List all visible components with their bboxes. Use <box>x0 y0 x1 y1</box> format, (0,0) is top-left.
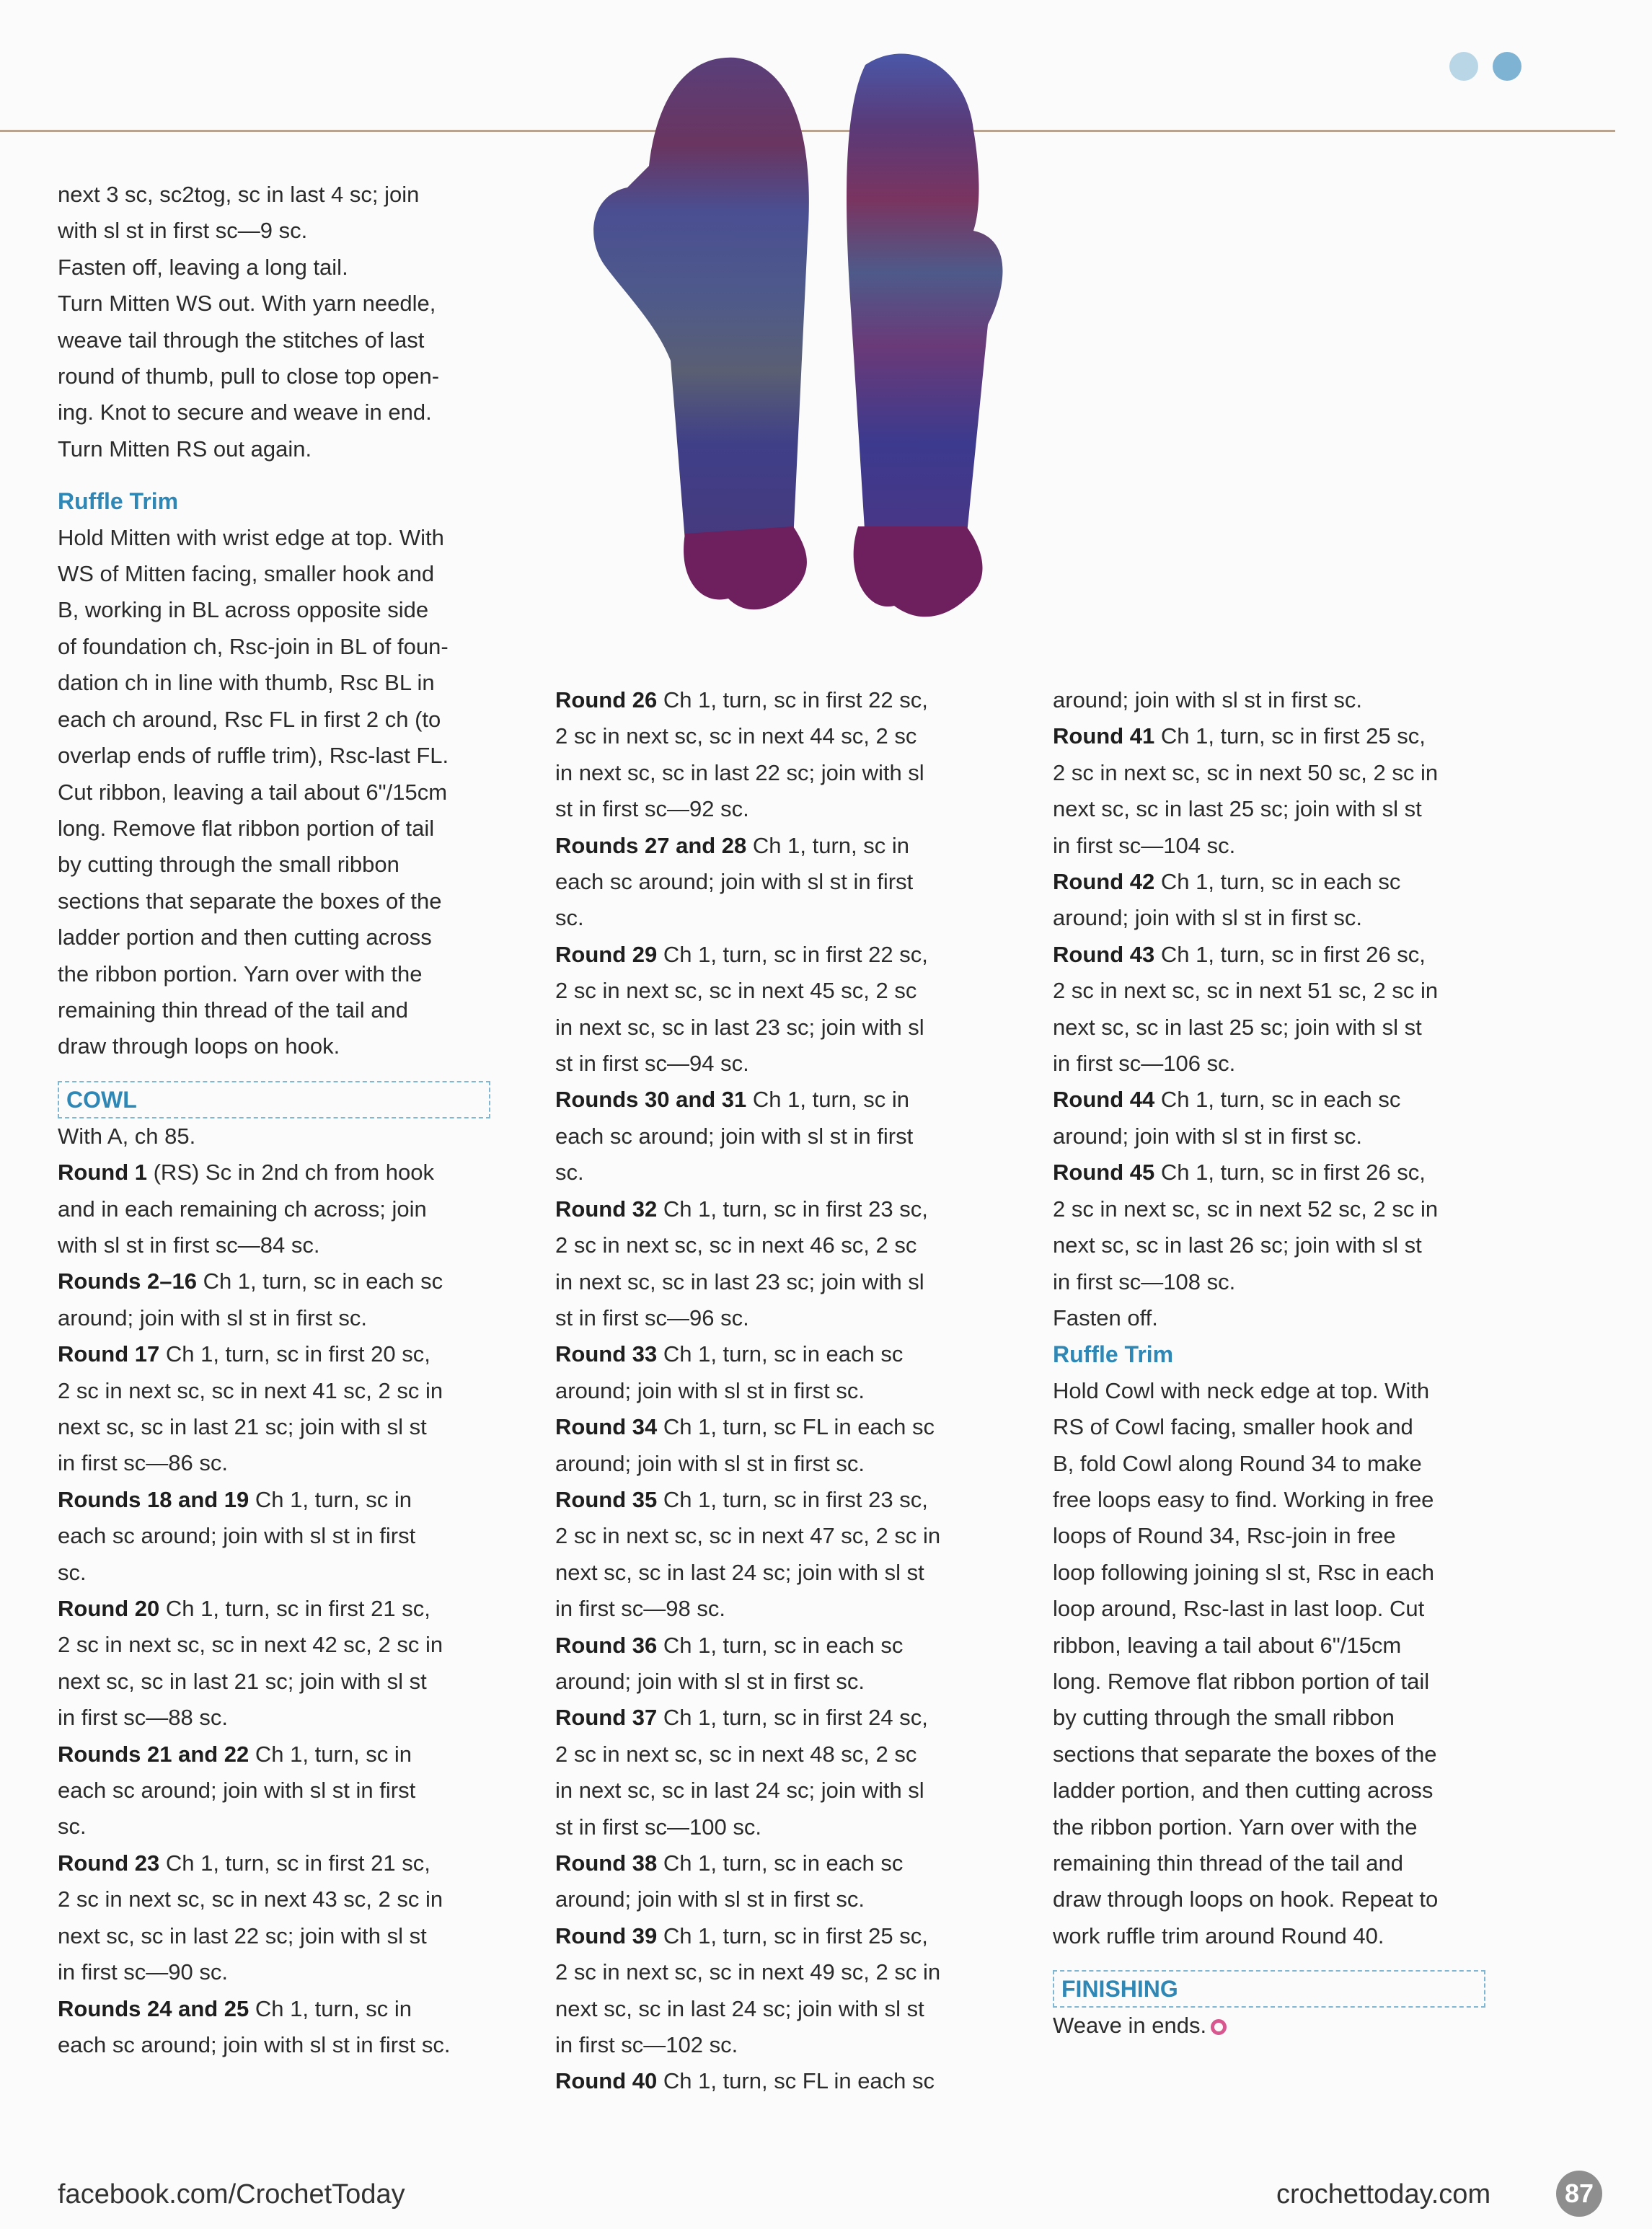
text-line: next sc, sc in last 21 sc; join with sl st <box>58 1414 427 1439</box>
dot-icon <box>1493 52 1521 81</box>
round-label: Rounds 27 and 28 <box>555 832 747 858</box>
text-line: overlap ends of ruffle trim), Rsc-last FL. <box>58 743 449 769</box>
text-line: next sc, sc in last 24 sc; join with sl st <box>555 1995 924 2021</box>
text-line: in first sc—104 sc. <box>1053 832 1236 858</box>
round-label: Round 17 <box>58 1341 160 1367</box>
text-line: remaining thin thread of the tail and <box>1053 1850 1403 1876</box>
text-line: 2 sc in next sc, sc in next 48 sc, 2 sc <box>555 1741 917 1767</box>
text-line: st in first sc—92 sc. <box>555 796 749 822</box>
round-line: Round 45 Ch 1, turn, sc in first 26 sc, <box>1053 1160 1426 1186</box>
text-line: each sc around; join with sl st in first sc. <box>58 2031 451 2057</box>
text-line: Cut ribbon, leaving a tail about 6"/15cm <box>58 779 448 805</box>
round-line: Round 36 Ch 1, turn, sc in each sc <box>555 1632 904 1658</box>
text-line: Hold Cowl with neck edge at top. With <box>1053 1377 1430 1403</box>
text-line: st in first sc—96 sc. <box>555 1305 749 1330</box>
header-dots <box>1449 52 1521 81</box>
text-line: around; join with sl st in first sc. <box>1053 905 1362 931</box>
round-line: Round 37 Ch 1, turn, sc in first 24 sc, <box>555 1705 928 1731</box>
round-line: Round 44 Ch 1, turn, sc in each sc <box>1053 1087 1401 1113</box>
text-line: in first sc—90 sc. <box>58 1959 228 1985</box>
round-label: Round 36 <box>555 1632 658 1658</box>
text-line: in next sc, sc in last 22 sc; join with sl <box>555 759 924 785</box>
text-line: B, fold Cowl along Round 34 to make <box>1053 1450 1422 1476</box>
text-line: 2 sc in next sc, sc in next 51 sc, 2 sc in <box>1053 978 1439 1004</box>
round-label: Round 34 <box>555 1414 658 1440</box>
text-line: next 3 sc, sc2tog, sc in last 4 sc; join <box>58 182 420 207</box>
text-line: with sl st in first sc—9 sc. <box>58 218 308 244</box>
page-number: 87 <box>1556 2171 1602 2217</box>
round-line: Round 33 Ch 1, turn, sc in each sc <box>555 1341 904 1367</box>
text-line: weave tail through the stitches of last <box>58 327 425 353</box>
text-line: 2 sc in next sc, sc in next 50 sc, 2 sc in <box>1053 759 1439 785</box>
text-line: in first sc—86 sc. <box>58 1450 228 1476</box>
text-line: WS of Mitten facing, smaller hook and <box>58 561 435 587</box>
footer-facebook: facebook.com/CrochetToday <box>58 2179 405 2210</box>
column-right <box>1053 682 1485 2044</box>
round-label: Round 23 <box>58 1850 160 1876</box>
text-line: next sc, sc in last 24 sc; join with sl st <box>555 1559 924 1585</box>
footer-website: crochettoday.com <box>1276 2179 1491 2210</box>
round-label: Round 43 <box>1053 941 1155 967</box>
round-line: Round 43 Ch 1, turn, sc in first 26 sc, <box>1053 941 1426 967</box>
text-line: remaining thin thread of the tail and <box>58 997 408 1023</box>
round-label: Rounds 21 and 22 <box>58 1741 249 1767</box>
text-line: loop following joining sl st, Rsc in each <box>1053 1559 1434 1585</box>
text-line: sc. <box>58 1814 87 1840</box>
round-label: Round 33 <box>555 1341 658 1367</box>
text-line: sections that separate the boxes of the <box>1053 1741 1437 1767</box>
text-line: 2 sc in next sc, sc in next 43 sc, 2 sc in <box>58 1886 443 1912</box>
text-line: st in first sc—100 sc. <box>555 1814 761 1840</box>
text-line: each sc around; join with sl st in first <box>555 869 914 895</box>
text-line: st in first sc—94 sc. <box>555 1051 749 1077</box>
text-line: in first sc—108 sc. <box>1053 1268 1236 1294</box>
text-line: sections that separate the boxes of the <box>58 888 442 914</box>
text-line: the ribbon portion. Yarn over with the <box>58 961 423 987</box>
round-line: Rounds 18 and 19 Ch 1, turn, sc in <box>58 1486 412 1512</box>
text-line: free loops easy to find. Working in free <box>1053 1486 1434 1512</box>
text-line: Hold Mitten with wrist edge at top. With <box>58 524 444 550</box>
text-line: next sc, sc in last 22 sc; join with sl st <box>58 1923 427 1948</box>
text-line: loops of Round 34, Rsc-join in free <box>1053 1523 1396 1549</box>
text-line: next sc, sc in last 25 sc; join with sl st <box>1053 1014 1422 1040</box>
text-line: and in each remaining ch across; join <box>58 1196 427 1222</box>
text-line: draw through loops on hook. Repeat to <box>1053 1886 1439 1912</box>
round-line: Round 38 Ch 1, turn, sc in each sc <box>555 1850 904 1876</box>
round-line: Round 20 Ch 1, turn, sc in first 21 sc, <box>58 1596 430 1622</box>
round-label: Round 35 <box>555 1486 658 1512</box>
text-line: long. Remove flat ribbon portion of tail <box>1053 1668 1430 1694</box>
round-line: Round 42 Ch 1, turn, sc in each sc <box>1053 869 1401 895</box>
round-label: Round 39 <box>555 1923 658 1948</box>
text-line: in next sc, sc in last 23 sc; join with sl <box>555 1268 924 1294</box>
text-line: in next sc, sc in last 23 sc; join with sl <box>555 1014 924 1040</box>
text-line: around; join with sl st in first sc. <box>555 1886 865 1912</box>
text-line: in first sc—106 sc. <box>1053 1051 1236 1077</box>
round-label: Round 41 <box>1053 723 1155 749</box>
text-line: 2 sc in next sc, sc in next 44 sc, 2 sc <box>555 723 917 749</box>
text-line: Turn Mitten WS out. With yarn needle, <box>58 291 436 317</box>
fasten-off: Fasten off. <box>1053 1305 1158 1330</box>
text-line: ladder portion and then cutting across <box>58 924 432 950</box>
text-line: 2 sc in next sc, sc in next 42 sc, 2 sc in <box>58 1632 443 1658</box>
round-label: Round 40 <box>555 2068 658 2094</box>
round-label: Round 38 <box>555 1850 658 1876</box>
text-line: around; join with sl st in first sc. <box>555 1668 865 1694</box>
round-line: Round 34 Ch 1, turn, sc FL in each sc <box>555 1414 935 1440</box>
text-line: B, working in BL across opposite side <box>58 597 429 623</box>
text-line: 2 sc in next sc, sc in next 41 sc, 2 sc in <box>58 1377 443 1403</box>
round-line: Rounds 30 and 31 Ch 1, turn, sc in <box>555 1087 910 1113</box>
text-line: in first sc—102 sc. <box>555 2032 738 2058</box>
column-left <box>58 177 490 2063</box>
round-line: Round 17 Ch 1, turn, sc in first 20 sc, <box>58 1341 430 1367</box>
text-line: in first sc—88 sc. <box>58 1705 228 1731</box>
text-line: each sc around; join with sl st in first <box>58 1523 416 1549</box>
text-line: each sc around; join with sl st in first <box>555 1123 914 1149</box>
text-line: ing. Knot to secure and weave in end. <box>58 400 432 425</box>
text-line: of foundation ch, Rsc-join in BL of foun- <box>58 633 449 659</box>
dot-icon <box>1449 52 1478 81</box>
round-label: Round 37 <box>555 1705 658 1731</box>
text-line: 2 sc in next sc, sc in next 46 sc, 2 sc <box>555 1232 917 1258</box>
text-line: work ruffle trim around Round 40. <box>1053 1923 1384 1948</box>
round-line: Round 26 Ch 1, turn, sc in first 22 sc, <box>555 687 928 712</box>
text-line: around; join with sl st in first sc. <box>58 1305 367 1330</box>
round-line: Rounds 27 and 28 Ch 1, turn, sc in <box>555 832 910 858</box>
cowl-heading: COWL <box>58 1081 490 1118</box>
text-line: round of thumb, pull to close top open- <box>58 363 440 389</box>
finishing-heading: FINISHING <box>1053 1970 1485 2008</box>
mittens-photo <box>577 22 1010 642</box>
column-middle <box>555 682 959 2100</box>
round-label: Round 29 <box>555 941 658 967</box>
text-line: next sc, sc in last 26 sc; join with sl st <box>1053 1232 1422 1258</box>
round-label: Rounds 18 and 19 <box>58 1486 249 1512</box>
round-label: Round 45 <box>1053 1160 1155 1186</box>
text-line: sc. <box>58 1559 87 1585</box>
text-line: each sc around; join with sl st in first <box>58 1778 416 1804</box>
ruffle-trim-heading: Ruffle Trim <box>58 488 179 515</box>
end-mark-icon <box>1211 2019 1227 2035</box>
round-line: Round 29 Ch 1, turn, sc in first 22 sc, <box>555 941 928 967</box>
round-line: Round 1 (RS) Sc in 2nd ch from hook <box>58 1160 434 1186</box>
text-line: 2 sc in next sc, sc in next 47 sc, 2 sc in <box>555 1523 941 1549</box>
round-label: Round 1 <box>58 1160 147 1186</box>
round-line: Round 35 Ch 1, turn, sc in first 23 sc, <box>555 1486 928 1512</box>
text-line: loop around, Rsc-last in last loop. Cut <box>1053 1596 1425 1622</box>
text-line: around; join with sl st in first sc. <box>1053 687 1362 712</box>
text-line: in first sc—98 sc. <box>555 1596 725 1622</box>
text-line: 2 sc in next sc, sc in next 52 sc, 2 sc in <box>1053 1196 1439 1222</box>
round-line: Round 39 Ch 1, turn, sc in first 25 sc, <box>555 1923 928 1948</box>
text-line: RS of Cowl facing, smaller hook and <box>1053 1414 1413 1440</box>
round-label: Rounds 2–16 <box>58 1268 197 1294</box>
round-label: Rounds 24 and 25 <box>58 1995 249 2021</box>
round-line: Rounds 2–16 Ch 1, turn, sc in each sc <box>58 1268 443 1294</box>
text-line: around; join with sl st in first sc. <box>555 1450 865 1476</box>
round-label: Round 20 <box>58 1596 160 1622</box>
text-line: sc. <box>555 905 584 931</box>
text-line: each ch around, Rsc FL in first 2 ch (to <box>58 706 441 732</box>
text-line: next sc, sc in last 21 sc; join with sl st <box>58 1668 427 1694</box>
text-line: around; join with sl st in first sc. <box>1053 1123 1362 1149</box>
round-line: Round 41 Ch 1, turn, sc in first 25 sc, <box>1053 723 1426 749</box>
text-line: long. Remove flat ribbon portion of tail <box>58 815 435 841</box>
text-line: next sc, sc in last 25 sc; join with sl st <box>1053 796 1422 822</box>
text-line: ribbon, leaving a tail about 6"/15cm <box>1053 1632 1402 1658</box>
round-label: Round 32 <box>555 1196 658 1222</box>
text-line: by cutting through the small ribbon <box>58 852 399 878</box>
finishing-line: Weave in ends. <box>1053 2008 1485 2044</box>
text-line: the ribbon portion. Yarn over with the <box>1053 1814 1418 1840</box>
round-label: Round 26 <box>555 687 658 712</box>
text-line: by cutting through the small ribbon <box>1053 1705 1395 1731</box>
round-line: Round 40 Ch 1, turn, sc FL in each sc <box>555 2068 935 2094</box>
text-line: in next sc, sc in last 24 sc; join with sl <box>555 1778 924 1804</box>
text-line: 2 sc in next sc, sc in next 49 sc, 2 sc in <box>555 1959 941 1985</box>
round-label: Rounds 30 and 31 <box>555 1087 747 1113</box>
round-line: Rounds 24 and 25 Ch 1, turn, sc in <box>58 1995 412 2021</box>
text-line: draw through loops on hook. <box>58 1033 340 1059</box>
round-line: Round 32 Ch 1, turn, sc in first 23 sc, <box>555 1196 928 1222</box>
text-line: Turn Mitten RS out again. <box>58 436 312 462</box>
round-label: Round 42 <box>1053 869 1155 895</box>
round-label: Round 44 <box>1053 1087 1155 1113</box>
text-line: sc. <box>555 1160 584 1186</box>
round-line: Rounds 21 and 22 Ch 1, turn, sc in <box>58 1741 412 1767</box>
text-line: around; join with sl st in first sc. <box>555 1377 865 1403</box>
text-line: 2 sc in next sc, sc in next 45 sc, 2 sc <box>555 978 917 1004</box>
text-line: ladder portion, and then cutting across <box>1053 1778 1434 1804</box>
text-line: dation ch in line with thumb, Rsc BL in <box>58 670 435 696</box>
text-line: with sl st in first sc—84 sc. <box>58 1232 320 1258</box>
round-line: Round 23 Ch 1, turn, sc in first 21 sc, <box>58 1850 430 1876</box>
text-line: Fasten off, leaving a long tail. <box>58 254 348 280</box>
ruffle-trim-heading: Ruffle Trim <box>1053 1341 1174 1368</box>
text-line: With A, ch 85. <box>58 1123 196 1149</box>
